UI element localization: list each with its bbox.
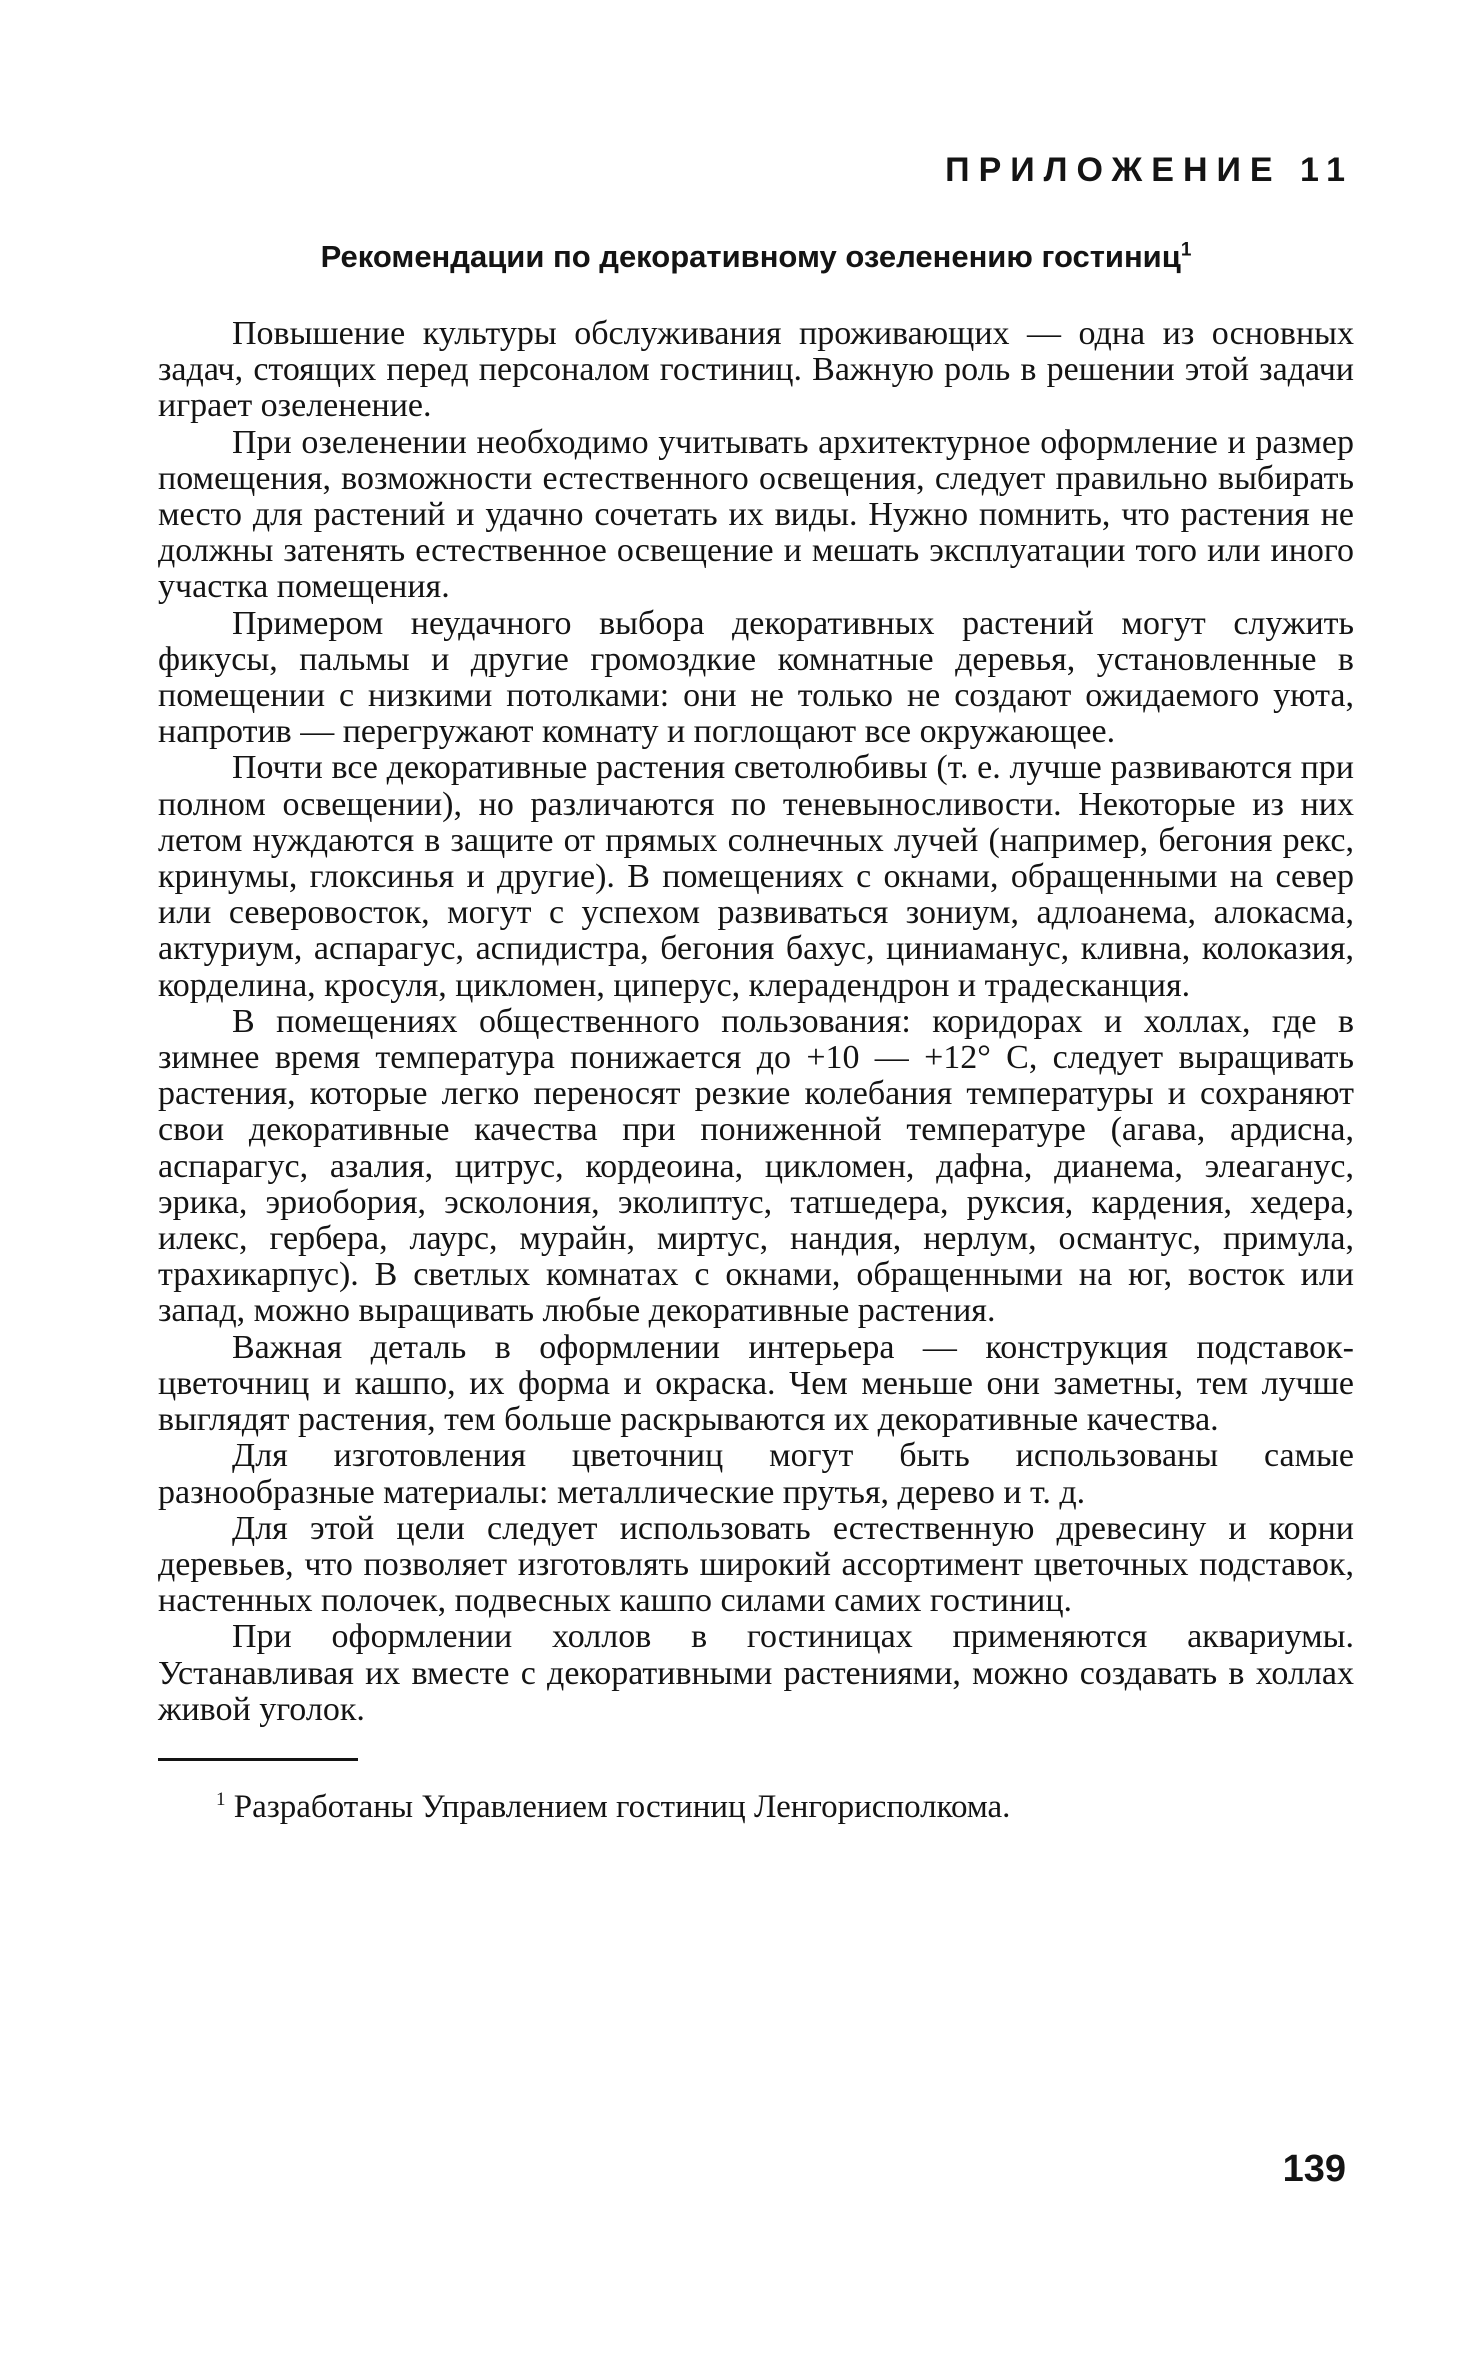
paragraph: В помещениях общественного пользования: коридорах и холлах, где в зимнее время температура понижается до +10 — +12° С, следует выращивать растения, которые легко переносят резкие колебания температуры и сохраняют свои декоративные качества при пониженной температуре (агава, ардисна, аспарагус, азалия, цитрус, кордеоина, цикломен, дафна, дианема, элеаганус, эрика, эриобория, эсколония, эколиптус, татшедера, руксия, кардения, хедера, илекс, гербера, лаурс, мурайн, миртус, нандия, нерлум, османтус, примула, трахикарпус). В светлых комнатах с окнами, обращенными на юг, восток или запад, можно выращивать любые декоративные растения. bbox=[158, 1002, 1354, 1330]
paragraph: Для этой цели следует использовать естественную древесину и корни деревьев, что позволяет изготовлять широкий ассортимент цветочных подставок, настенных полочек, подвесных кашпо силами самих гостиниц. bbox=[158, 1509, 1354, 1620]
section-title bbox=[158, 238, 1354, 276]
paragraph: При озеленении необходимо учитывать архитектурное оформление и размер помещения, возможности естественного освещения, следует правильно выбирать место для растений и удачно сочетать их виды. Нужно помнить, что растения не должны затенять естественное освещение и мешать эксплуатации того или иного участка помещения. bbox=[158, 423, 1354, 606]
body-text bbox=[158, 316, 1354, 1728]
footnote bbox=[158, 1787, 1354, 1827]
paragraph: Примером неудачного выбора декоративных растений могут служить фикусы, пальмы и другие громоздкие комнатные деревья, установленные в помещении с низкими потолками: они не только не создают ожидаемого уюта, напротив — перегружают комнату и поглощают все окружающее. bbox=[158, 604, 1354, 751]
footnote-text: Разработаны Управлением гостиниц Ленгорисполкома. bbox=[233, 1788, 1011, 1825]
paragraph: Почти все декоративные растения светолюбивы (т. е. лучше развиваются при полном освещении), но различаются по теневыносливости. Некоторые из них летом нуждаются в защите от прямых солнечных лучей (например, бегония рекс, кринумы, глоксинья и другие). В помещениях с окнами, обращенными на север или северовосток, могут с успехом развиваться зониум, адлоанема, алокасма, актуриум, аспарагус, аспидистра, бегония бахус, циниаманус, кливна, колоказия, корделина, кросуля, цикломен, циперус, клерадендрон и традесканция. bbox=[158, 749, 1354, 1004]
footnote-reference: 1 bbox=[1180, 239, 1192, 261]
appendix-heading: ПРИЛОЖЕНИЕ 11 bbox=[945, 151, 1354, 189]
section-title-text: Рекомендации по декоративному озеленению гостиниц bbox=[320, 239, 1181, 274]
footnote-mark: 1 bbox=[216, 1788, 226, 1810]
footnote-divider bbox=[158, 1758, 358, 1761]
page-content bbox=[158, 150, 1354, 1827]
paragraph: При оформлении холлов в гостиницах применяются аквариумы. Устанавливая их вместе с декоративными растениями, можно создавать в холлах живой уголок. bbox=[158, 1618, 1354, 1728]
paragraph: Для изготовления цветочниц могут быть использованы самые разнообразные материалы: металлические прутья, дерево и т. д. bbox=[158, 1437, 1354, 1511]
paragraph: Важная деталь в оформлении интерьера — конструкция подставок-цветочниц и кашпо, их форма и окраска. Чем меньше они заметны, тем лучше выглядят растения, тем больше раскрываются их декоративные качества. bbox=[158, 1328, 1354, 1439]
paragraph: Повышение культуры обслуживания проживающих — одна из основных задач, стоящих перед персоналом гостиниц. Важную роль в решении этой задачи играет озеленение. bbox=[158, 315, 1354, 425]
page-number: 139 bbox=[1282, 2148, 1346, 2190]
